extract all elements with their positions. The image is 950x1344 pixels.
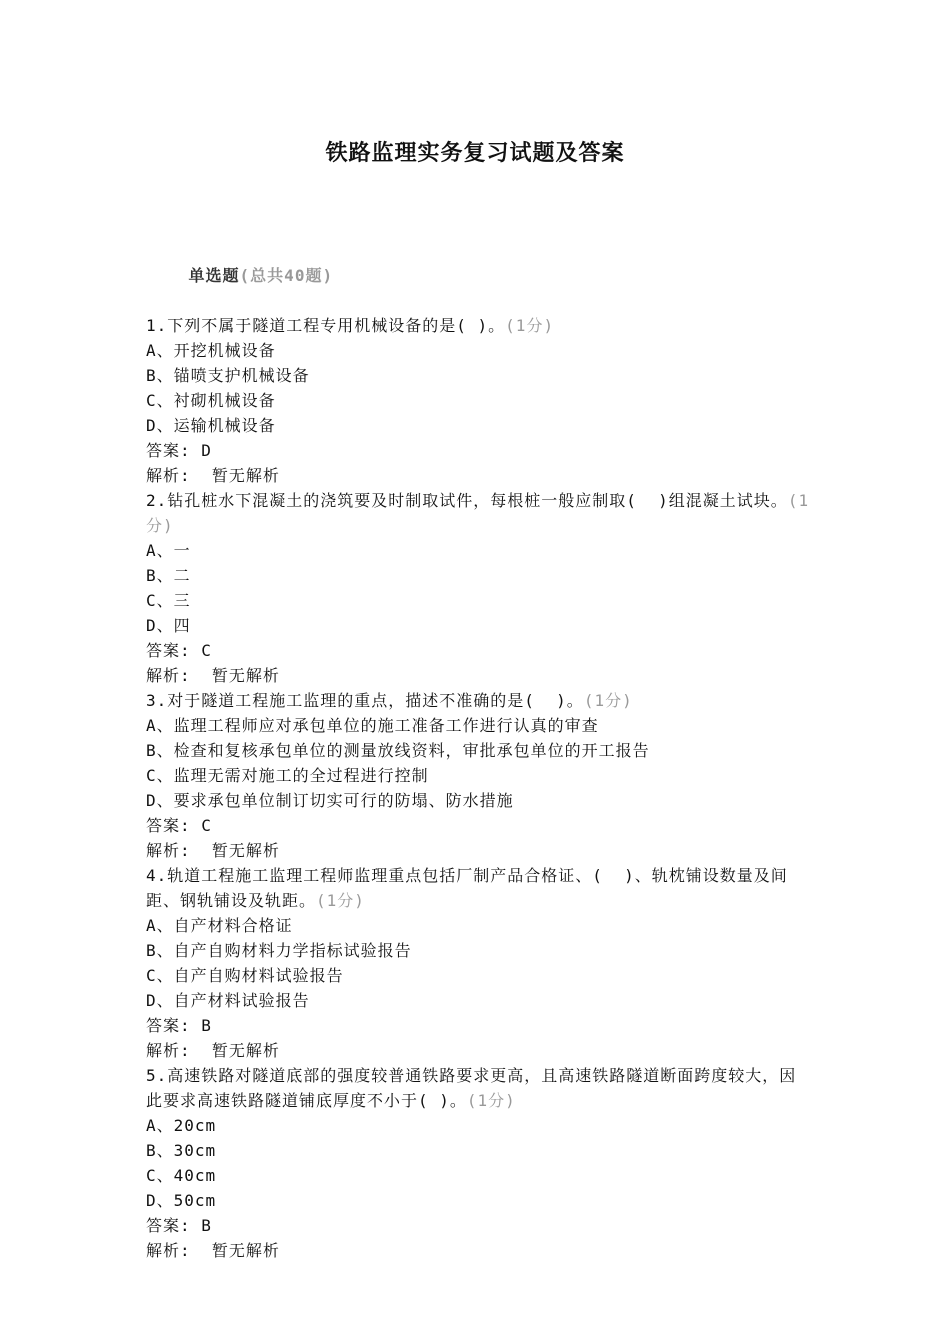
question-text: 2.钻孔桩水下混凝土的浇筑要及时制取试件，每根桩一般应制取( )组混凝土试块。 bbox=[146, 491, 788, 510]
section-header bbox=[146, 238, 810, 313]
option-b: B、检查和复核承包单位的测量放线资料，审批承包单位的开工报告 bbox=[146, 741, 650, 760]
option-c: C、监理无需对施工的全过程进行控制 bbox=[146, 766, 429, 785]
answer: 答案: D bbox=[146, 441, 212, 460]
analysis: 解析: 暂无解析 bbox=[146, 666, 280, 685]
page-title: 铁路监理实务复习试题及答案 bbox=[325, 140, 625, 166]
question-stem bbox=[146, 488, 810, 538]
question-list bbox=[146, 238, 810, 1263]
question-2 bbox=[146, 488, 810, 688]
section-count: (总共40题) bbox=[239, 266, 334, 285]
option-b: B、锚喷支护机械设备 bbox=[146, 366, 310, 385]
option-a: A、20cm bbox=[146, 1116, 217, 1135]
option-d: D、四 bbox=[146, 616, 191, 635]
question-text: 5.高速铁路对隧道底部的强度较普通铁路要求更高，且高速铁路隧道断面跨度较大，因此要求高速铁路隧道铺底厚度不小于( )。 bbox=[146, 1066, 797, 1110]
option-b: B、二 bbox=[146, 566, 191, 585]
question-stem bbox=[146, 863, 810, 913]
question-1 bbox=[146, 313, 810, 488]
question-score: (1分) bbox=[146, 491, 810, 535]
option-a: A、监理工程师应对承包单位的施工准备工作进行认真的审查 bbox=[146, 716, 599, 735]
option-c: C、40cm bbox=[146, 1166, 217, 1185]
option-c: C、衬砌机械设备 bbox=[146, 391, 276, 410]
question-4 bbox=[146, 863, 810, 1063]
answer: 答案: B bbox=[146, 1216, 212, 1235]
option-d: D、要求承包单位制订切实可行的防塌、防水措施 bbox=[146, 791, 514, 810]
option-c: C、自产自购材料试验报告 bbox=[146, 966, 344, 985]
question-score: (1分) bbox=[505, 316, 555, 335]
analysis: 解析: 暂无解析 bbox=[146, 1041, 280, 1060]
question-stem bbox=[146, 688, 810, 713]
answer: 答案: C bbox=[146, 816, 212, 835]
section-heading: 单选题 bbox=[188, 266, 240, 285]
question-score: (1分) bbox=[316, 891, 365, 910]
question-stem bbox=[146, 1063, 810, 1113]
question-5 bbox=[146, 1063, 810, 1263]
analysis: 解析: 暂无解析 bbox=[146, 466, 280, 485]
question-text: 1.下列不属于隧道工程专用机械设备的是( )。 bbox=[146, 316, 506, 335]
answer: 答案: C bbox=[146, 641, 212, 660]
question-3 bbox=[146, 688, 810, 863]
option-c: C、三 bbox=[146, 591, 191, 610]
question-score: (1分) bbox=[466, 1091, 516, 1110]
analysis: 解析: 暂无解析 bbox=[146, 1241, 280, 1260]
option-b: B、自产自购材料力学指标试验报告 bbox=[146, 941, 412, 960]
question-stem bbox=[146, 313, 810, 338]
answer: 答案: B bbox=[146, 1016, 212, 1035]
option-a: A、开挖机械设备 bbox=[146, 341, 276, 360]
option-a: A、一 bbox=[146, 541, 191, 560]
question-text: 4.轨道工程施工监理工程师监理重点包括厂制产品合格证、( )、轨枕铺设数量及间距、钢轨铺设及轨距。 bbox=[146, 866, 788, 910]
option-b: B、30cm bbox=[146, 1141, 217, 1160]
option-d: D、自产材料试验报告 bbox=[146, 991, 310, 1010]
question-score: (1分) bbox=[583, 691, 633, 710]
analysis: 解析: 暂无解析 bbox=[146, 841, 280, 860]
question-text: 3.对于隧道工程施工监理的重点，描述不准确的是( )。 bbox=[146, 691, 584, 710]
option-a: A、自产材料合格证 bbox=[146, 916, 293, 935]
option-d: D、运输机械设备 bbox=[146, 416, 276, 435]
option-d: D、50cm bbox=[146, 1191, 217, 1210]
